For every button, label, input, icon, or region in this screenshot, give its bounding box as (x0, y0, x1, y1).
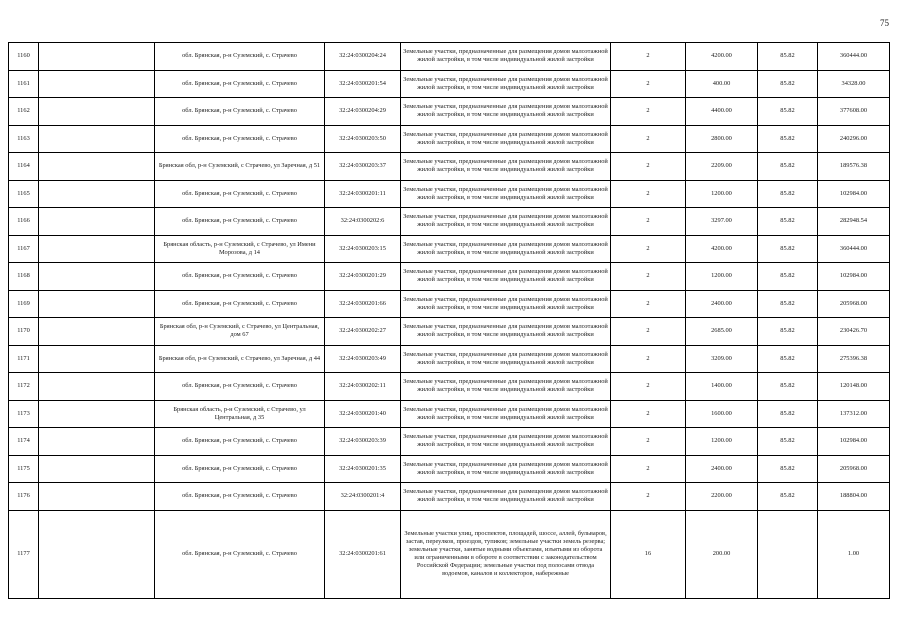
table-row (9, 345, 890, 373)
table-row (9, 153, 890, 181)
address-cell: Брянская обл, р-н Суземский, с Страчево, ул Заречная, д 44 (155, 345, 325, 373)
group-code-cell: 2 (611, 318, 686, 346)
cadastral-number-cell: 32:24:0300203:39 (325, 428, 401, 456)
group-code-cell: 2 (611, 43, 686, 71)
empty-cell (39, 43, 155, 71)
row-number-cell: 1166 (9, 208, 39, 236)
land-use-cell: Земельные участки, предназначенные для размещения домов малоэтажной жилой застройки, в том числе индивидуальной жилой застройки (401, 318, 611, 346)
rate-cell: 85.82 (758, 180, 818, 208)
group-code-cell: 2 (611, 290, 686, 318)
row-number-cell: 1161 (9, 70, 39, 98)
row-number-cell: 1160 (9, 43, 39, 71)
empty-cell (39, 290, 155, 318)
rate-cell: 85.82 (758, 373, 818, 401)
row-number-cell: 1171 (9, 345, 39, 373)
cadastral-value-cell: 120148.00 (818, 373, 890, 401)
area-cell: 2400.00 (686, 455, 758, 483)
cadastral-value-cell: 282948.54 (818, 208, 890, 236)
cadastral-value-cell: 137312.00 (818, 400, 890, 428)
group-code-cell: 2 (611, 428, 686, 456)
land-use-cell: Земельные участки, предназначенные для размещения домов малоэтажной жилой застройки, в том числе индивидуальной жилой застройки (401, 290, 611, 318)
area-cell: 4200.00 (686, 235, 758, 263)
cadastral-number-cell: 32:24:0300204:29 (325, 98, 401, 126)
cadastral-value-cell: 360444.00 (818, 43, 890, 71)
group-code-cell: 2 (611, 153, 686, 181)
cadastral-value-cell: 360444.00 (818, 235, 890, 263)
cadastral-value-cell: 377608.00 (818, 98, 890, 126)
rate-cell: 85.82 (758, 153, 818, 181)
area-cell: 1200.00 (686, 263, 758, 291)
row-number-cell: 1163 (9, 125, 39, 153)
address-cell: обл. Брянская, р-н Суземский, с. Страчево (155, 43, 325, 71)
cadastral-number-cell: 32:24:0300202:11 (325, 373, 401, 401)
land-use-cell: Земельные участки, предназначенные для размещения домов малоэтажной жилой застройки, в том числе индивидуальной жилой застройки (401, 43, 611, 71)
table-row (9, 318, 890, 346)
address-cell: обл. Брянская, р-н Суземский, с. Страчево (155, 263, 325, 291)
rate-cell: 85.82 (758, 98, 818, 126)
land-use-cell: Земельные участки, предназначенные для размещения домов малоэтажной жилой застройки, в том числе индивидуальной жилой застройки (401, 208, 611, 236)
table-row (9, 43, 890, 71)
row-number-cell: 1162 (9, 98, 39, 126)
area-cell: 2200.00 (686, 483, 758, 511)
area-cell: 3297.00 (686, 208, 758, 236)
cadastral-number-cell: 32:24:0300201:66 (325, 290, 401, 318)
table-row (9, 125, 890, 153)
row-number-cell: 1173 (9, 400, 39, 428)
rate-cell: 85.82 (758, 235, 818, 263)
address-cell: Брянская область, р-н Суземский, с Страчево, ул Имени Морозова, д 14 (155, 235, 325, 263)
land-use-cell: Земельные участки, предназначенные для размещения домов малоэтажной жилой застройки, в том числе индивидуальной жилой застройки (401, 428, 611, 456)
land-use-cell: Земельные участки, предназначенные для размещения домов малоэтажной жилой застройки, в том числе индивидуальной жилой застройки (401, 98, 611, 126)
table-row (9, 455, 890, 483)
cadastral-number-cell: 32:24:0300201:40 (325, 400, 401, 428)
cadastral-value-cell: 102984.00 (818, 263, 890, 291)
group-code-cell: 16 (611, 510, 686, 598)
group-code-cell: 2 (611, 345, 686, 373)
land-use-cell: Земельные участки, предназначенные для размещения домов малоэтажной жилой застройки, в том числе индивидуальной жилой застройки (401, 455, 611, 483)
empty-cell (39, 263, 155, 291)
address-cell: обл. Брянская, р-н Суземский, с. Страчево (155, 180, 325, 208)
empty-cell (39, 318, 155, 346)
rate-cell: 85.82 (758, 290, 818, 318)
empty-cell (39, 125, 155, 153)
table-row (9, 180, 890, 208)
rate-cell: 85.82 (758, 43, 818, 71)
land-use-cell: Земельные участки, предназначенные для размещения домов малоэтажной жилой застройки, в том числе индивидуальной жилой застройки (401, 263, 611, 291)
table-row (9, 290, 890, 318)
land-use-cell: Земельные участки, предназначенные для размещения домов малоэтажной жилой застройки, в том числе индивидуальной жилой застройки (401, 373, 611, 401)
land-use-cell: Земельные участки, предназначенные для размещения домов малоэтажной жилой застройки, в том числе индивидуальной жилой застройки (401, 125, 611, 153)
row-number-cell: 1174 (9, 428, 39, 456)
land-use-cell: Земельные участки, предназначенные для размещения домов малоэтажной жилой застройки, в том числе индивидуальной жилой застройки (401, 483, 611, 511)
address-cell: обл. Брянская, р-н Суземский, с. Страчево (155, 510, 325, 598)
empty-cell (39, 345, 155, 373)
land-use-cell: Земельные участки, предназначенные для размещения домов малоэтажной жилой застройки, в том числе индивидуальной жилой застройки (401, 180, 611, 208)
address-cell: обл. Брянская, р-н Суземский, с. Страчево (155, 290, 325, 318)
land-use-cell: Земельные участки, предназначенные для размещения домов малоэтажной жилой застройки, в том числе индивидуальной жилой застройки (401, 400, 611, 428)
cadastral-number-cell: 32:24:0300202:6 (325, 208, 401, 236)
cadastral-number-cell: 32:24:0300203:50 (325, 125, 401, 153)
empty-cell (39, 483, 155, 511)
row-number-cell: 1164 (9, 153, 39, 181)
group-code-cell: 2 (611, 373, 686, 401)
row-number-cell: 1167 (9, 235, 39, 263)
address-cell: обл. Брянская, р-н Суземский, с. Страчево (155, 125, 325, 153)
cadastral-value-cell: 189576.38 (818, 153, 890, 181)
cadastral-value-cell: 188804.00 (818, 483, 890, 511)
cadastral-value-cell: 275396.38 (818, 345, 890, 373)
area-cell: 200.00 (686, 510, 758, 598)
area-cell: 1200.00 (686, 428, 758, 456)
group-code-cell: 2 (611, 263, 686, 291)
table-row (9, 98, 890, 126)
area-cell: 2209.00 (686, 153, 758, 181)
group-code-cell: 2 (611, 483, 686, 511)
empty-cell (39, 510, 155, 598)
row-number-cell: 1169 (9, 290, 39, 318)
group-code-cell: 2 (611, 455, 686, 483)
table-row (9, 235, 890, 263)
cadastral-value-cell: 102984.00 (818, 428, 890, 456)
table-row (9, 428, 890, 456)
address-cell: Брянская обл, р-н Суземский, с Страчево, ул Центральная, дом 67 (155, 318, 325, 346)
area-cell: 4400.00 (686, 98, 758, 126)
empty-cell (39, 98, 155, 126)
row-number-cell: 1177 (9, 510, 39, 598)
rate-cell: 85.82 (758, 428, 818, 456)
area-cell: 1400.00 (686, 373, 758, 401)
cadastral-value-cell: 205968.00 (818, 455, 890, 483)
area-cell: 3209.00 (686, 345, 758, 373)
table-row (9, 483, 890, 511)
rate-cell: 85.82 (758, 318, 818, 346)
land-use-cell: Земельные участки, предназначенные для размещения домов малоэтажной жилой застройки, в том числе индивидуальной жилой застройки (401, 70, 611, 98)
address-cell: Брянская область, р-н Суземский, с Страчево, ул Центральная, д 35 (155, 400, 325, 428)
cadastral-value-cell: 102984.00 (818, 180, 890, 208)
area-cell: 1600.00 (686, 400, 758, 428)
empty-cell (39, 180, 155, 208)
empty-cell (39, 455, 155, 483)
cadastral-number-cell: 32:24:0300204:24 (325, 43, 401, 71)
address-cell: обл. Брянская, р-н Суземский, с. Страчево (155, 373, 325, 401)
empty-cell (39, 373, 155, 401)
row-number-cell: 1170 (9, 318, 39, 346)
empty-cell (39, 153, 155, 181)
empty-cell (39, 70, 155, 98)
cadastral-number-cell: 32:24:0300203:37 (325, 153, 401, 181)
rate-cell: 85.82 (758, 400, 818, 428)
empty-cell (39, 235, 155, 263)
area-cell: 1200.00 (686, 180, 758, 208)
table-row (9, 208, 890, 236)
rate-cell (758, 510, 818, 598)
table-row (9, 373, 890, 401)
cadastral-number-cell: 32:24:0300201:61 (325, 510, 401, 598)
row-number-cell: 1175 (9, 455, 39, 483)
rate-cell: 85.82 (758, 345, 818, 373)
row-number-cell: 1176 (9, 483, 39, 511)
group-code-cell: 2 (611, 180, 686, 208)
cadastral-value-cell: 240296.00 (818, 125, 890, 153)
rate-cell: 85.82 (758, 483, 818, 511)
land-use-cell: Земельные участки, предназначенные для размещения домов малоэтажной жилой застройки, в том числе индивидуальной жилой застройки (401, 345, 611, 373)
table-row (9, 400, 890, 428)
land-use-cell: Земельные участки улиц, проспектов, площадей, шоссе, аллей, бульваров, застав, переулков, проездов, тупиков; земельные участки земель резерва; земельные участки, занятые водными объектами, изъятыми из оборота или ограниченными в обороте в соответствии с законодательством Российской Федерации; земельные участки под полосами отвода водоемов, каналов и коллекторов, набережные (401, 510, 611, 598)
group-code-cell: 2 (611, 98, 686, 126)
group-code-cell: 2 (611, 125, 686, 153)
table-row (9, 510, 890, 598)
rate-cell: 85.82 (758, 455, 818, 483)
table-row (9, 70, 890, 98)
area-cell: 2800.00 (686, 125, 758, 153)
page-number: 75 (880, 18, 889, 28)
land-use-cell: Земельные участки, предназначенные для размещения домов малоэтажной жилой застройки, в том числе индивидуальной жилой застройки (401, 235, 611, 263)
cadastral-number-cell: 32:24:0300201:11 (325, 180, 401, 208)
cadastral-number-cell: 32:24:0300201:54 (325, 70, 401, 98)
address-cell: обл. Брянская, р-н Суземский, с. Страчево (155, 428, 325, 456)
address-cell: обл. Брянская, р-н Суземский, с. Страчево (155, 455, 325, 483)
address-cell: обл. Брянская, р-н Суземский, с. Страчево (155, 98, 325, 126)
cadastral-value-cell: 1.00 (818, 510, 890, 598)
group-code-cell: 2 (611, 208, 686, 236)
address-cell: Брянская обл, р-н Суземский, с Страчево, ул Заречная, д 51 (155, 153, 325, 181)
rate-cell: 85.82 (758, 70, 818, 98)
cadastral-value-cell: 230426.70 (818, 318, 890, 346)
table-row (9, 263, 890, 291)
area-cell: 4200.00 (686, 43, 758, 71)
table-body (9, 43, 890, 599)
address-cell: обл. Брянская, р-н Суземский, с. Страчево (155, 70, 325, 98)
area-cell: 2685.00 (686, 318, 758, 346)
land-registry-table (8, 42, 890, 599)
group-code-cell: 2 (611, 400, 686, 428)
row-number-cell: 1172 (9, 373, 39, 401)
group-code-cell: 2 (611, 235, 686, 263)
cadastral-number-cell: 32:24:0300201:4 (325, 483, 401, 511)
rate-cell: 85.82 (758, 263, 818, 291)
rate-cell: 85.82 (758, 208, 818, 236)
row-number-cell: 1168 (9, 263, 39, 291)
row-number-cell: 1165 (9, 180, 39, 208)
cadastral-number-cell: 32:24:0300201:29 (325, 263, 401, 291)
group-code-cell: 2 (611, 70, 686, 98)
empty-cell (39, 428, 155, 456)
cadastral-number-cell: 32:24:0300201:35 (325, 455, 401, 483)
empty-cell (39, 208, 155, 236)
area-cell: 400.00 (686, 70, 758, 98)
land-use-cell: Земельные участки, предназначенные для размещения домов малоэтажной жилой застройки, в том числе индивидуальной жилой застройки (401, 153, 611, 181)
empty-cell (39, 400, 155, 428)
cadastral-number-cell: 32:24:0300203:15 (325, 235, 401, 263)
cadastral-number-cell: 32:24:0300202:27 (325, 318, 401, 346)
area-cell: 2400.00 (686, 290, 758, 318)
address-cell: обл. Брянская, р-н Суземский, с. Страчево (155, 208, 325, 236)
address-cell: обл. Брянская, р-н Суземский, с. Страчево (155, 483, 325, 511)
cadastral-value-cell: 205968.00 (818, 290, 890, 318)
cadastral-number-cell: 32:24:0300203:49 (325, 345, 401, 373)
rate-cell: 85.82 (758, 125, 818, 153)
cadastral-value-cell: 34328.00 (818, 70, 890, 98)
